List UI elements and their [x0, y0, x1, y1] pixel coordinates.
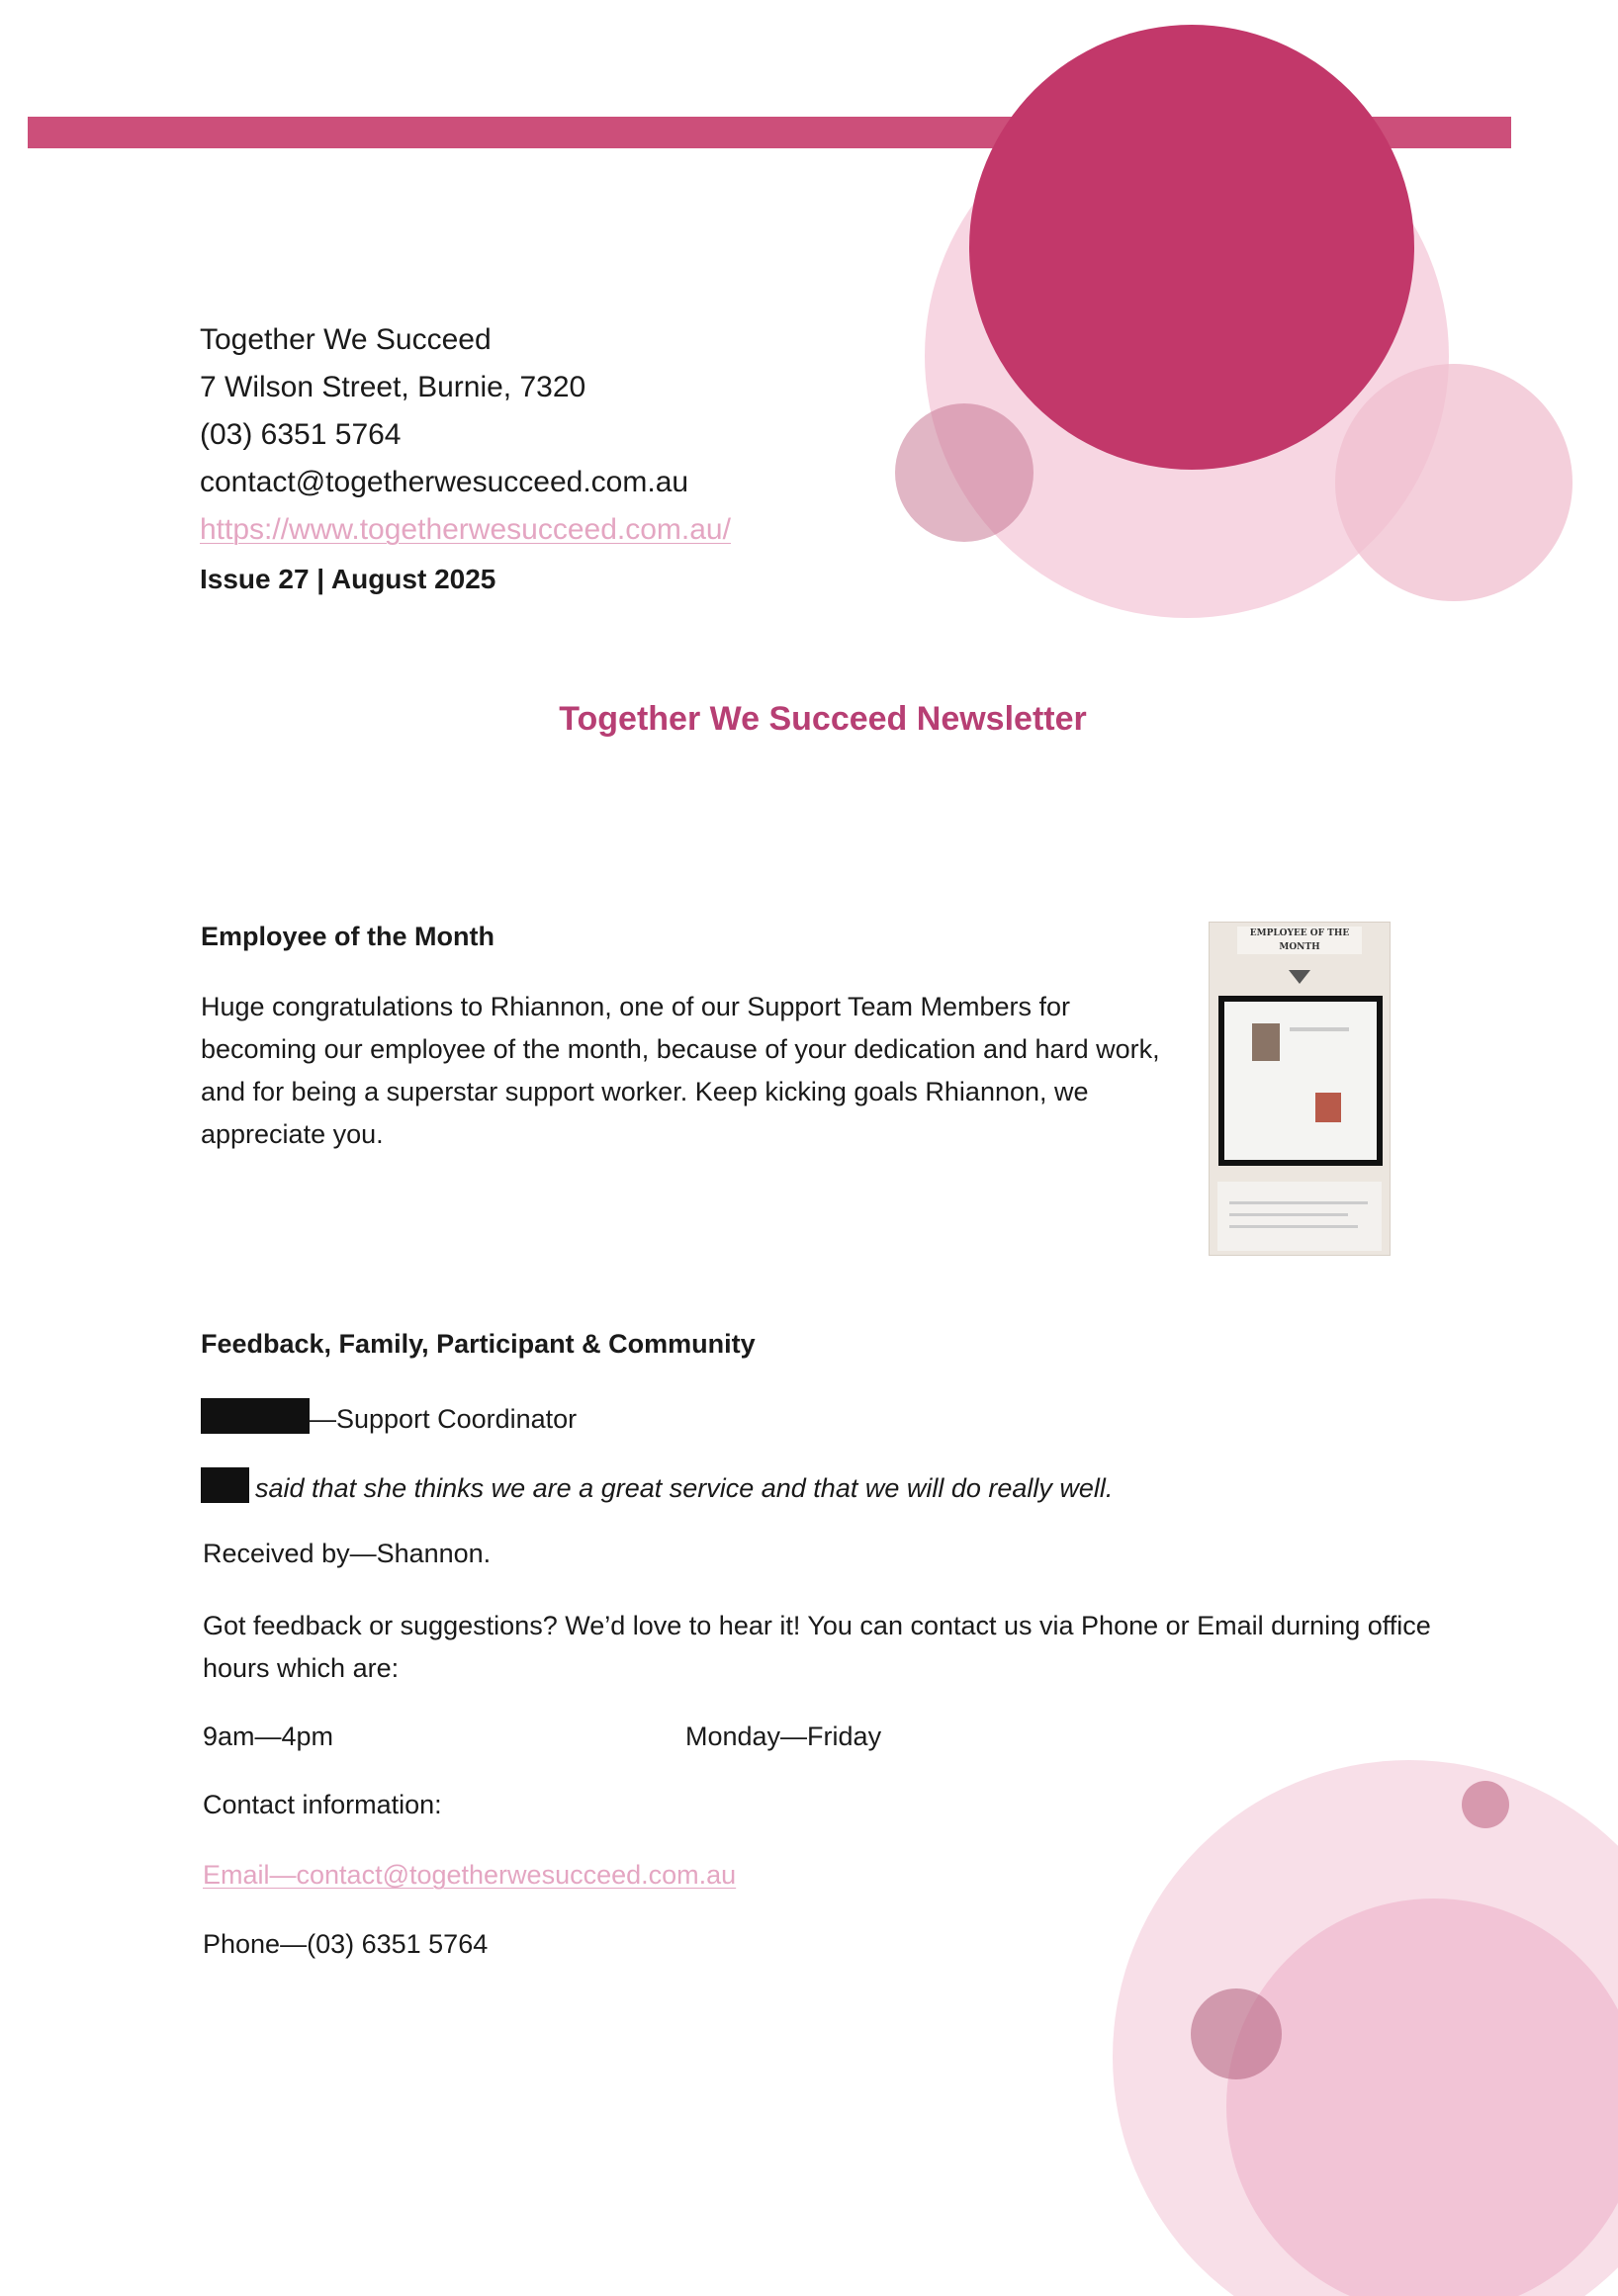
feedback-invite: Got feedback or suggestions? We’d love to hear it! You can contact us via Phone or Email durning office hours which are:: [203, 1611, 1431, 1683]
coordinator-line: [201, 1398, 577, 1435]
small-photo-thumbnail: [1315, 1093, 1341, 1122]
received-by: Received by—Shannon.: [203, 1539, 492, 1568]
certificate-lines: [1290, 1027, 1349, 1031]
footer-circle-dot-left: [1191, 1988, 1282, 2079]
header-contact-block: [200, 316, 731, 603]
contact-label: Contact information:: [203, 1790, 442, 1819]
feedback-quote-line: [201, 1467, 1113, 1504]
portrait-thumbnail: [1252, 1023, 1280, 1061]
org-email: contact@togetherwesucceed.com.au: [200, 466, 689, 498]
website-link[interactable]: https://www.togetherwesucceed.com.au/: [200, 513, 731, 546]
feedback-quote: said that she thinks we are a great service and that we will do really well.: [255, 1473, 1114, 1503]
header-circle-small-left: [895, 403, 1034, 542]
header-circle-dark: [969, 25, 1414, 470]
photo-frame: [1218, 996, 1383, 1166]
photo-sign: EMPLOYEE OF THE MONTH: [1237, 927, 1362, 954]
notice-sheet: [1217, 1182, 1382, 1251]
contact-email-link[interactable]: Email—contact@togetherwesucceed.com.au: [203, 1860, 737, 1890]
issue-label: Issue 27 | August 2025: [200, 564, 496, 594]
coordinator-role: —Support Coordinator: [310, 1404, 578, 1434]
employee-of-month-text: Huge congratulations to Rhiannon, one of our Support Team Members for becoming our employee of the month, because of your dedication and hard work, and for being a superstar support worker. Keep kicking goals Rhiannon, we appreciate you.: [201, 992, 1160, 1149]
header-circle-small-right: [1335, 364, 1573, 601]
office-hours-days: Monday—Friday: [685, 1722, 882, 1751]
feedback-heading: Feedback, Family, Participant & Community: [201, 1329, 756, 1359]
org-name: Together We Succeed: [200, 323, 492, 356]
org-phone: (03) 6351 5764: [200, 418, 402, 451]
contact-phone: Phone—(03) 6351 5764: [203, 1929, 489, 1959]
newsletter-title: Together We Succeed Newsletter: [559, 700, 1087, 738]
redacted-name: [201, 1398, 310, 1434]
arrow-down-icon: [1289, 970, 1310, 984]
employee-of-month-heading: Employee of the Month: [201, 922, 494, 951]
footer-circle-dot-top: [1462, 1781, 1509, 1828]
org-address: 7 Wilson Street, Burnie, 7320: [200, 371, 586, 403]
employee-of-month-photo: [1209, 922, 1391, 1256]
redacted-name: [201, 1467, 249, 1503]
office-hours-time: 9am—4pm: [203, 1722, 334, 1751]
